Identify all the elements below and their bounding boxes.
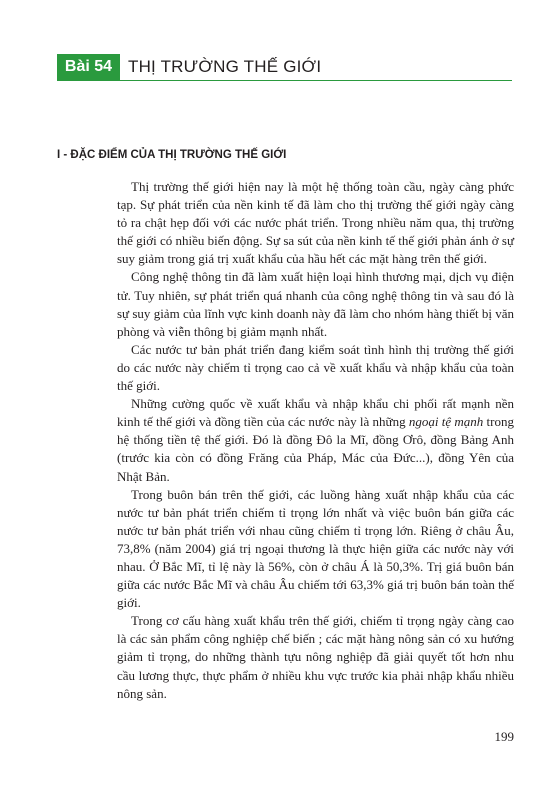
page-number: 199 (494, 729, 514, 744)
paragraph-4 (117, 395, 514, 485)
paragraph-2: Công nghệ thông tin đã làm xuất hiện loại hình thương mại, dịch vụ điện tử. Tuy nhiên, sự phát triển quá nhanh của công nghệ thông tin và sau đó là sự suy giảm của lĩnh vực kinh doanh này đã làm cho nhóm hàng thiết bị văn phòng và viễn thông bị giảm mạnh nhất. (117, 269, 514, 339)
lesson-number-badge: Bài 54 (57, 54, 120, 80)
paragraph-4-before: Những cường quốc về xuất khẩu và nhập khẩu chi phối rất mạnh nền kinh tế thế giới và đồng tiền của các nước này là những (117, 396, 514, 430)
paragraph-6: Trong cơ cấu hàng xuất khẩu trên thế giới, chiếm tỉ trọng ngày càng cao là các sản phẩm công nghiệp chế biến ; các mặt hàng nông sản có xu hướng giảm tỉ trọng, do những thành tựu nông nghiệp đã giải quyết tốt hơn nhu cầu lương thực, thực phẩm ở nhiều khu vực trước kia phải nhập khẩu nhiều nông sản. (117, 613, 514, 701)
lesson-header (57, 54, 512, 81)
paragraph-4-after: trong hệ thống tiền tệ thế giới. Đó là đồng Đô la Mĩ, đồng Ơrô, đồng Bảng Anh (trước kia còn có đồng Frăng của Pháp, Mác của Đức...), đồng Yên của Nhật Bản. (117, 414, 514, 484)
lesson-title: THỊ TRƯỜNG THẾ GIỚI (128, 57, 322, 76)
paragraph-1: Thị trường thế giới hiện nay là một hệ thống toàn cầu, ngày càng phức tạp. Sự phát triển của nền kinh tế đã làm cho thị trường thế giới ngày càng tỏ ra chật hẹp đối với các nước phát triển. Trong nhiều năm qua, thị trường thế giới có nhiều biến động. Sự sa sút của nền kinh tế thế giới phản ánh ở sự suy giảm trong giá trị xuất khẩu của hầu hết các mặt hàng trên thế giới. (117, 179, 514, 267)
emphasis-strong-currency: ngoại tệ mạnh (408, 414, 484, 430)
body-text (117, 178, 514, 703)
paragraph-3: Các nước tư bản phát triển đang kiểm soát tình hình thị trường thế giới do các nước này chiếm tỉ trọng cao cả về xuất khẩu và nhập khẩu của toàn thế giới. (117, 341, 514, 394)
paragraph-5: Trong buôn bán trên thế giới, các luồng hàng xuất nhập khẩu của các nước tư bản phát triển chiếm tỉ trọng lớn nhất và việc buôn bán giữa các nước tư bản phát triển với nhau cũng chiếm tỉ trọng lớn. Riêng ở châu Âu, 73,8% (năm 2004) giá trị ngoại thương là thực hiện giữa các nước này với nhau. Ở Bắc Mĩ, tỉ lệ này là 56%, còn ở châu Á là 50,3%. Trị giá buôn bán giữa các nước Bắc Mĩ và châu Âu chiếm tới 63,3% giá trị buôn bán toàn thế giới. (117, 486, 514, 611)
section-heading: I - ĐẶC ĐIỂM CỦA THỊ TRƯỜNG THẾ GIỚI (57, 149, 287, 161)
